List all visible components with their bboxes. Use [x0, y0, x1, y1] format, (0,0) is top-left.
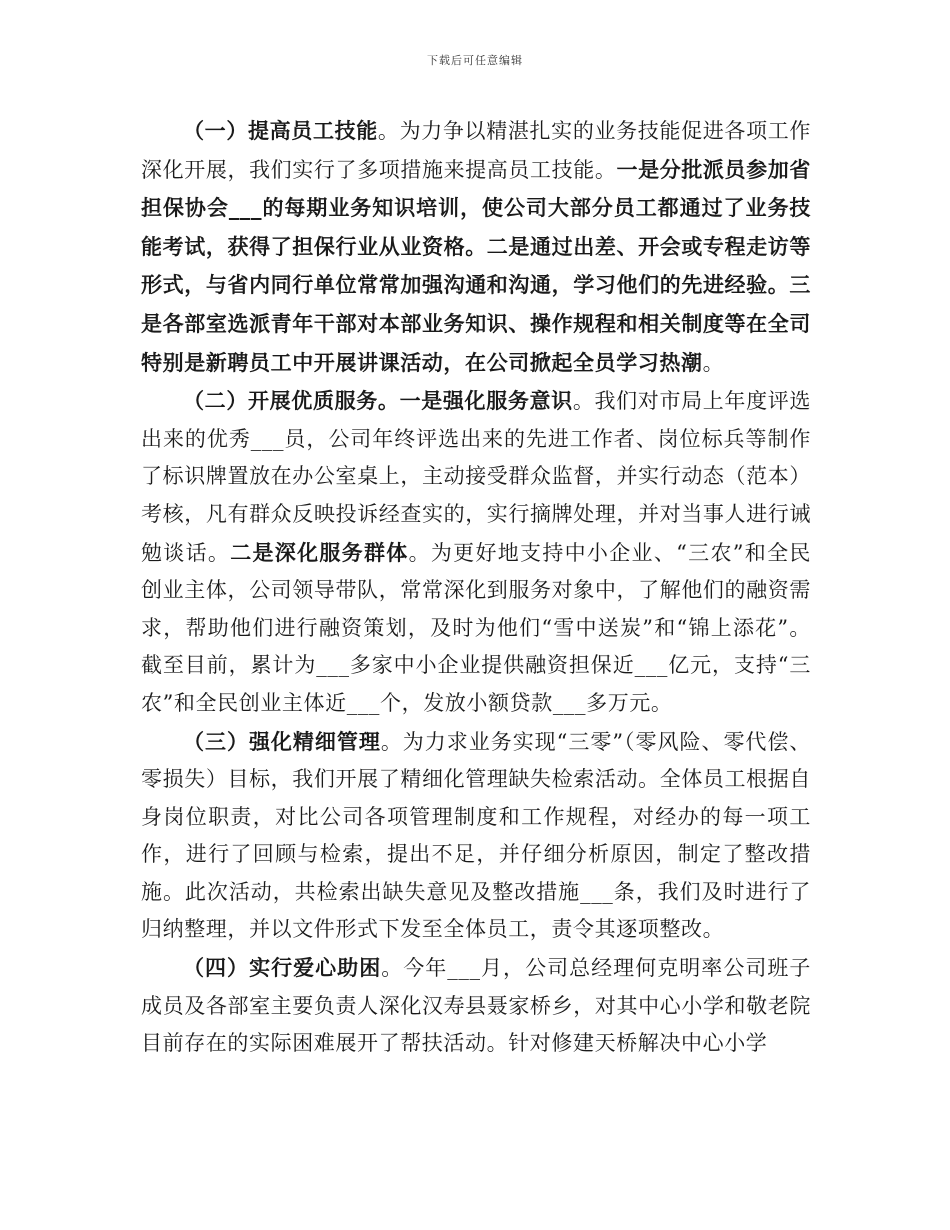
paragraph-2: [141, 382, 811, 722]
paragraph-text: 。为力争以精湛扎实的业务技能促进各项工作深化开展，我们实行了多项措施来提高员工技能。: [141, 119, 812, 182]
section-heading-4: （四）实行爱心助困: [183, 955, 382, 981]
paragraph-4: [141, 949, 811, 1063]
document-body: [141, 112, 811, 1063]
section-heading-2: （二）开展优质服务。一是强化服务意识: [183, 388, 573, 414]
paragraph-bold-text: 一是分批派员参加省担保协会___的每期业务知识培训，使公司大部分员工都通过了业务技能考试，获得了担保行业从业资格。二是通过出差、开会或专程走访等形式，与省内同行单位常常加强沟通和沟通，学习他们的先进经验。三是各部室选派青年干部对本部业务知识、操作规程和相关制度等在全司特别是新聘员工中开展讲课活动，在公司掀起全员学习热潮: [141, 156, 811, 375]
paragraph-text: 。我们对市局上年度评选出来的优秀___员，公司年终评选出来的先进工作者、岗位标兵等制作了标识牌置放在办公室桌上，主动接受群众监督，并实行动态（范本）考核，凡有群众反映投诉经查实的，实行摘牌处理，并对当事人进行诫勉谈话。: [141, 389, 811, 565]
paragraph-text: 。今年___月，公司总经理何克明率公司班子成员及各部室主要负责人深化汉寿县聂家桥乡，对其中心小学和敬老院目前存在的实际困难展开了帮扶活动。针对修建天桥解决中心小学: [141, 956, 811, 1056]
paragraph-text: 。: [702, 350, 725, 375]
paragraph-3: [141, 723, 811, 950]
section-heading-3: （三）强化精细管理: [183, 728, 381, 754]
paragraph-text: 。为力求业务实现“三零”（零风险、零代偿、零损失）目标，我们开展了精细化管理缺失检索活动。全体员工根据自身岗位职责，对比公司各项管理制度和工作规程，对经办的每一项工作，进行了回顾与检索，提出不足，并仔细分析原因，制定了整改措施。此次活动，共检索出缺失意见及整改措施___条，我们及时进行了归纳整理，并以文件形式下发至全体员工，责令其逐项整改。: [141, 729, 811, 942]
paragraph-text: 。为更好地支持中小企业、“三农”和全民创业主体，公司领导带队，常常深化到服务对象中，了解他们的融资需求，帮助他们进行融资策划，及时为他们“雪中送炭”和“锦上添花”。截至目前，累计为___多家中小企业提供融资担保近___亿元，支持“三农”和全民创业主体近___个，发放小额贷款___多万元。: [141, 540, 811, 715]
paragraph-bold-text: 二是深化服务群体: [230, 539, 409, 565]
section-heading-1: （一）提高员工技能: [183, 118, 378, 143]
paragraph-1: [141, 112, 811, 382]
page-header: 下载后可任意编辑: [427, 54, 523, 67]
